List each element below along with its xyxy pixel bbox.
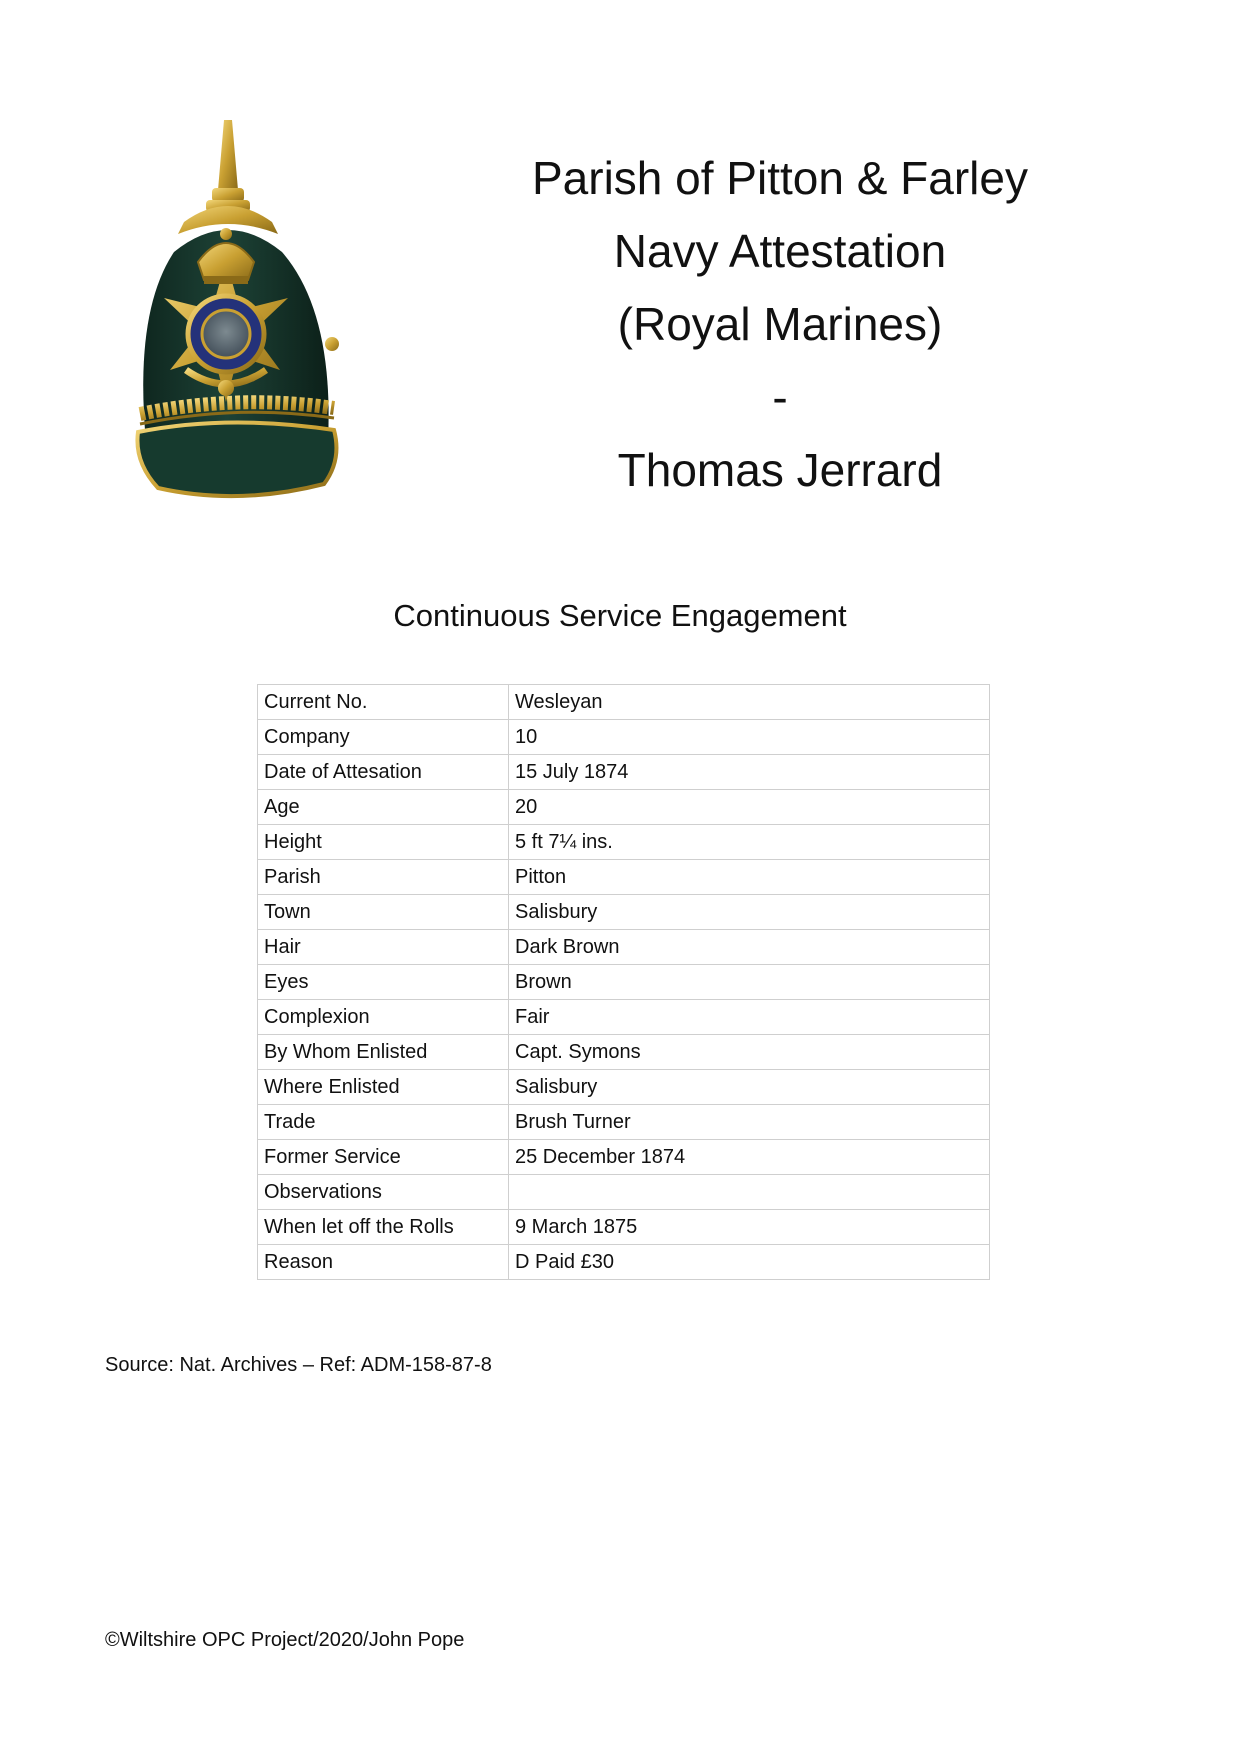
table-row <box>258 1210 990 1245</box>
row-label: When let off the Rolls <box>258 1210 509 1245</box>
row-value: Salisbury <box>509 1070 990 1105</box>
row-value: Brown <box>509 965 990 1000</box>
title-royal-marines: (Royal Marines) <box>617 298 943 350</box>
row-label: Date of Attesation <box>258 755 509 790</box>
helmet-image <box>128 112 388 532</box>
table-row <box>258 1035 990 1070</box>
row-value: D Paid £30 <box>509 1245 990 1280</box>
row-value <box>509 1175 990 1210</box>
table-row <box>258 930 990 965</box>
row-label: Former Service <box>258 1140 509 1175</box>
helmet-spike <box>218 120 238 190</box>
row-label: Eyes <box>258 965 509 1000</box>
row-value: Brush Turner <box>509 1105 990 1140</box>
table-row <box>258 1140 990 1175</box>
row-label: Age <box>258 790 509 825</box>
row-value: 10 <box>509 720 990 755</box>
attestation-table <box>257 684 990 1280</box>
table-row <box>258 1070 990 1105</box>
row-value: Capt. Symons <box>509 1035 990 1070</box>
title-parish: Parish of Pitton & Farley <box>532 152 1028 204</box>
row-value: Pitton <box>509 860 990 895</box>
row-label: Height <box>258 825 509 860</box>
row-label: Reason <box>258 1245 509 1280</box>
row-label: Current No. <box>258 685 509 720</box>
row-label: Complexion <box>258 1000 509 1035</box>
title-separator: - <box>772 371 788 423</box>
row-label: Hair <box>258 930 509 965</box>
row-label: Parish <box>258 860 509 895</box>
table-row <box>258 685 990 720</box>
row-value: 9 March 1875 <box>509 1210 990 1245</box>
table-row <box>258 965 990 1000</box>
row-value: 25 December 1874 <box>509 1140 990 1175</box>
table-row <box>258 790 990 825</box>
table-row <box>258 1245 990 1280</box>
copyright-footer: ©Wiltshire OPC Project/2020/John Pope <box>105 1629 465 1651</box>
row-label: Observations <box>258 1175 509 1210</box>
table-row <box>258 1105 990 1140</box>
source-citation: Source: Nat. Archives – Ref: ADM-158-87-8 <box>105 1354 492 1376</box>
row-label: Where Enlisted <box>258 1070 509 1105</box>
title-navy-attestation: Navy Attestation <box>613 225 947 277</box>
row-value: 5 ft 7¼ ins. <box>509 825 990 860</box>
helmet-brim <box>137 422 336 496</box>
row-value: Salisbury <box>509 895 990 930</box>
row-label: By Whom Enlisted <box>258 1035 509 1070</box>
title-person-name: Thomas Jerrard <box>617 444 943 496</box>
row-label: Trade <box>258 1105 509 1140</box>
row-value: 20 <box>509 790 990 825</box>
row-value: Wesleyan <box>509 685 990 720</box>
title-block <box>480 142 1080 507</box>
row-label: Town <box>258 895 509 930</box>
table-row <box>258 1175 990 1210</box>
table-row <box>258 720 990 755</box>
row-value: Dark Brown <box>509 930 990 965</box>
table-row <box>258 1000 990 1035</box>
row-value: 15 July 1874 <box>509 755 990 790</box>
row-value: Fair <box>509 1000 990 1035</box>
row-label: Company <box>258 720 509 755</box>
table-row <box>258 895 990 930</box>
table-row <box>258 755 990 790</box>
table-row <box>258 825 990 860</box>
section-subtitle: Continuous Service Engagement <box>393 598 847 633</box>
table-row <box>258 860 990 895</box>
